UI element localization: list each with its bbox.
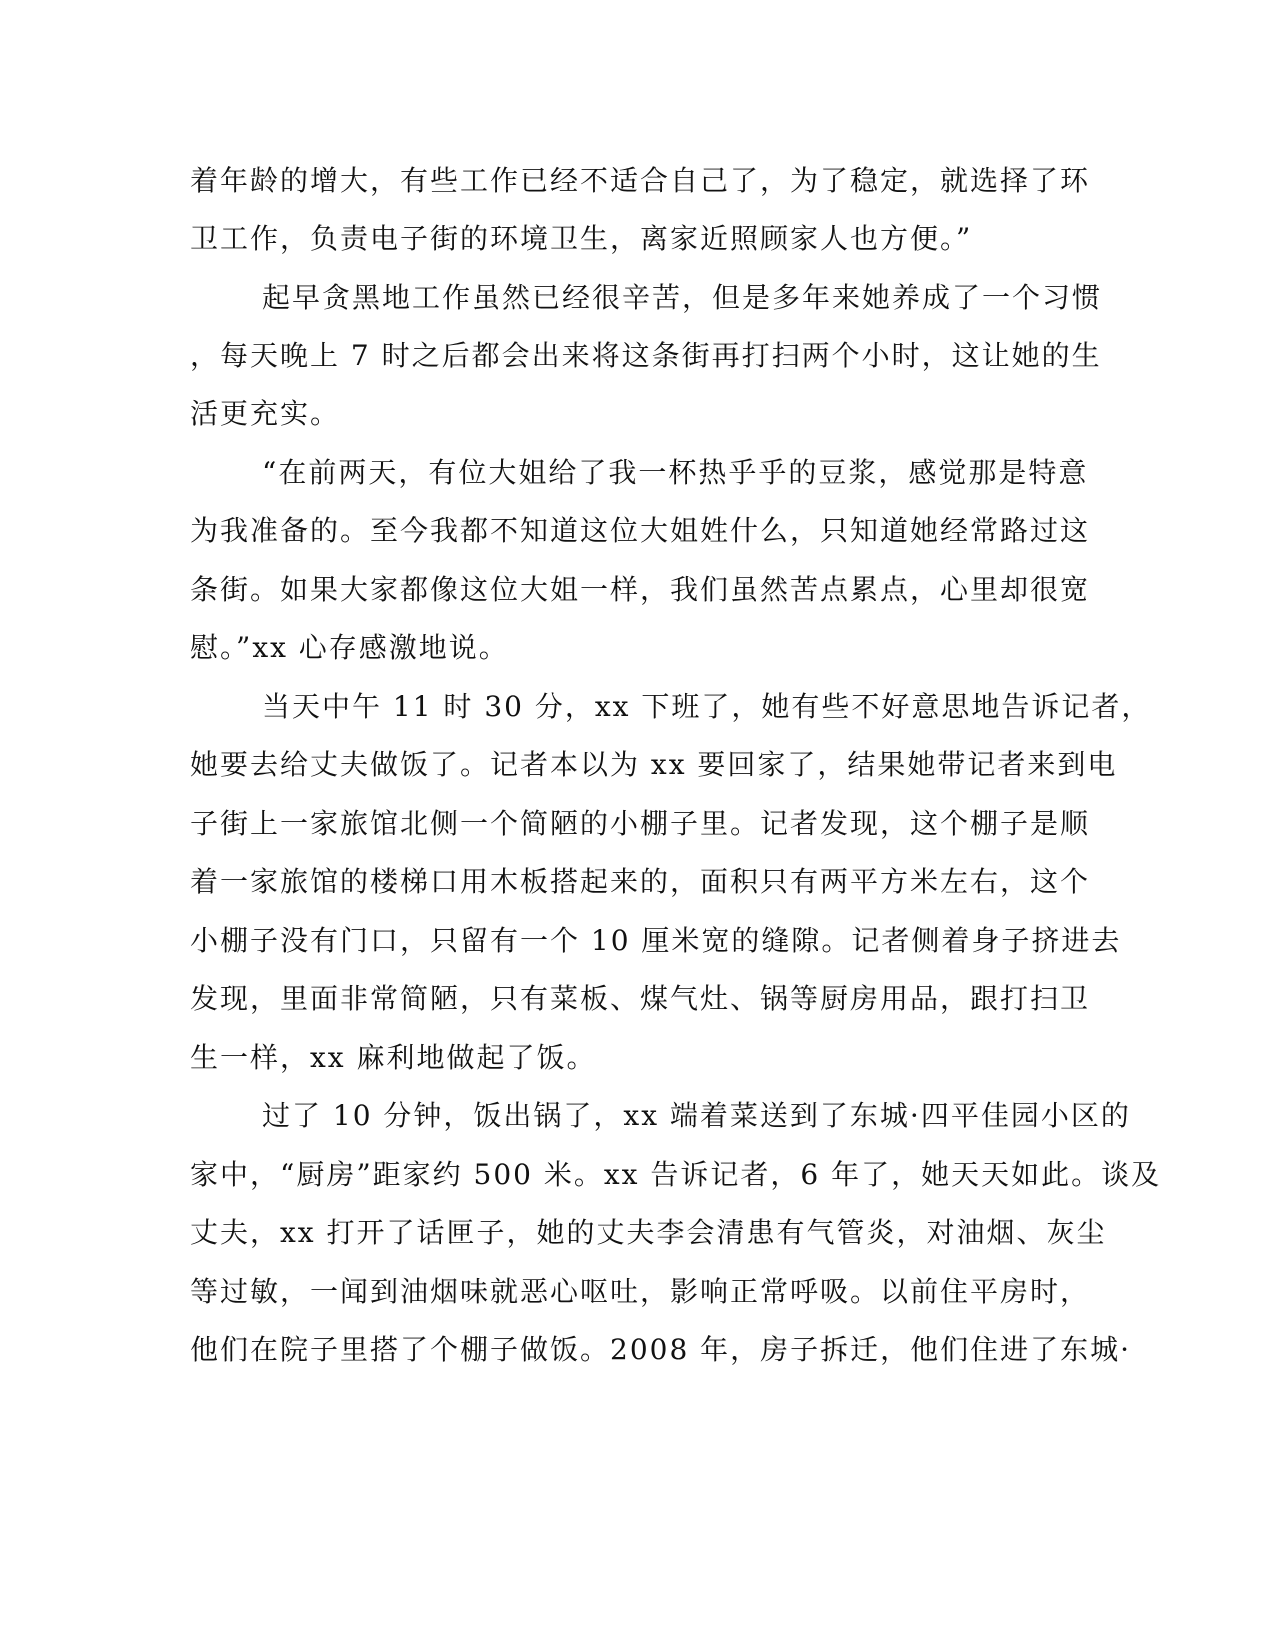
text-line: 他们在院子里搭了个棚子做饭。2008 年，房子拆迁，他们住进了东城·	[190, 1333, 1132, 1366]
text-line: 着年龄的增大，有些工作已经不适合自己了，为了稳定，就选择了环	[190, 164, 1091, 197]
text-line: 过了 10 分钟，饭出锅了，xx 端着菜送到了东城·四平佳园小区的	[262, 1099, 1131, 1132]
text-line: ，每天晚上 7 时之后都会出来将这条街再打扫两个小时，这让她的生	[190, 339, 1102, 372]
text-line: 家中，“厨房”距家约 500 米。xx 告诉记者，6 年了，她天天如此。谈及	[190, 1158, 1162, 1191]
text-line: 活更充实。	[190, 397, 341, 430]
text-line: 小棚子没有门口，只留有一个 10 厘米宽的缝隙。记者侧着身子挤进去	[190, 924, 1122, 957]
text-line: 子街上一家旅馆北侧一个简陋的小棚子里。记者发现，这个棚子是顺	[190, 807, 1091, 840]
text-line: 生一样，xx 麻利地做起了饭。	[190, 1041, 597, 1074]
text-line: 卫工作，负责电子街的环境卫生，离家近照顾家人也方便。”	[190, 222, 973, 255]
text-line: 发现，里面非常简陋，只有菜板、煤气灶、锅等厨房用品，跟打扫卫	[190, 982, 1091, 1015]
text-line: 条街。如果大家都像这位大姐一样，我们虽然苦点累点，心里却很宽	[190, 573, 1091, 606]
text-line: 为我准备的。至今我都不知道这位大姐姓什么，只知道她经常路过这	[190, 514, 1091, 547]
text-line: 起早贪黑地工作虽然已经很辛苦，但是多年来她养成了一个习惯	[262, 281, 1103, 314]
text-line: “在前两天，有位大姐给了我一杯热乎乎的豆浆，感觉那是特意	[262, 456, 1089, 489]
text-line: 等过敏，一闻到油烟味就恶心呕吐，影响正常呼吸。以前住平房时，	[190, 1275, 1091, 1308]
text-line: 丈夫，xx 打开了话匣子，她的丈夫李会清患有气管炎，对油烟、灰尘	[190, 1216, 1107, 1249]
text-line: 当天中午 11 时 30 分，xx 下班了，她有些不好意思地告诉记者，	[262, 690, 1152, 723]
text-line: 慰。”xx 心存感激地说。	[190, 631, 509, 664]
text-line: 着一家旅馆的楼梯口用木板搭起来的，面积只有两平方米左右，这个	[190, 865, 1091, 898]
text-line: 她要去给丈夫做饭了。记者本以为 xx 要回家了，结果她带记者来到电	[190, 748, 1118, 781]
